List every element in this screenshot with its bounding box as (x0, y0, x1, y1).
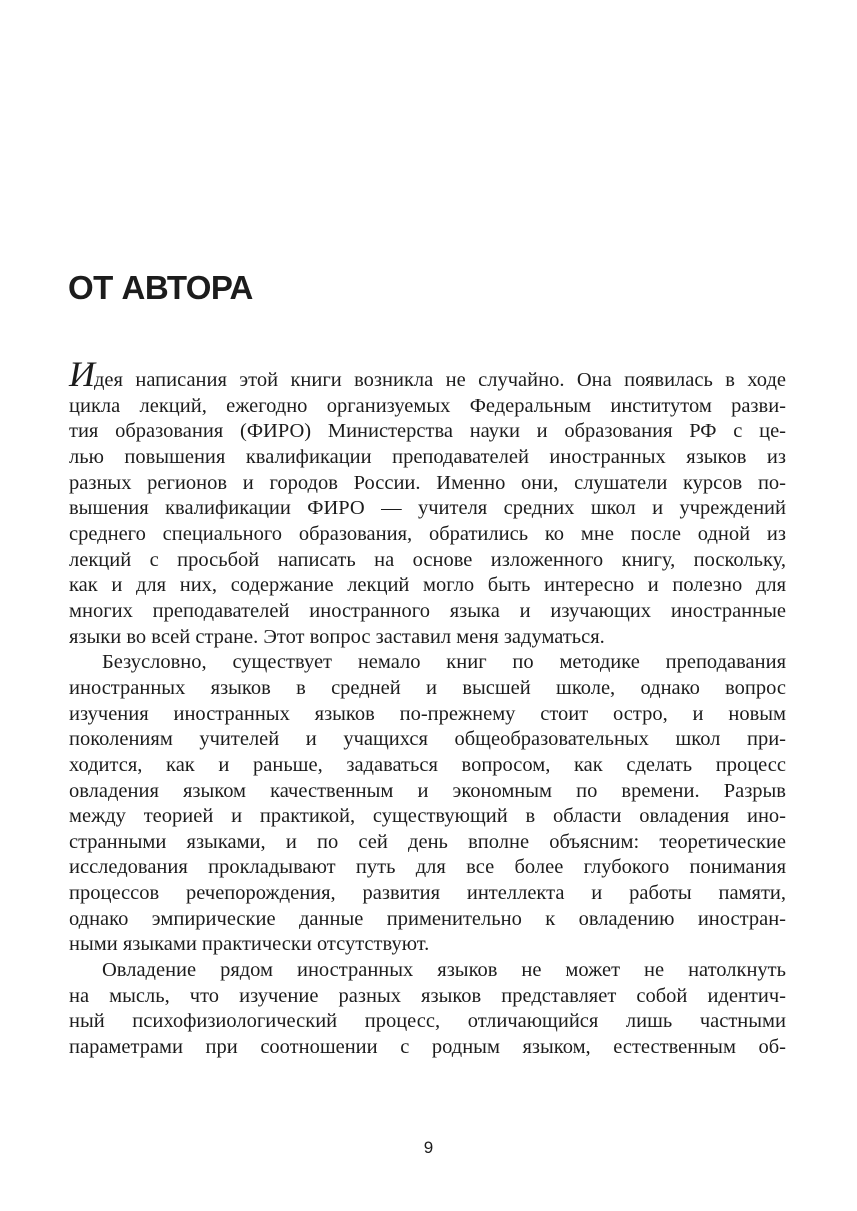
text-line (69, 354, 786, 394)
text-line: исследования прокладывают путь для все более глубокого понимания (69, 856, 786, 879)
body-text (69, 354, 786, 1061)
paragraph-3 (69, 958, 786, 1061)
text-line: среднего специального образования, обратились ко мне после одной из (69, 522, 786, 545)
page-number: 9 (423, 1138, 434, 1157)
text-line: лью повышения квалификации преподавателей иностранных языков из (69, 445, 786, 468)
text-line: цикла лекций, ежегодно организуемых Федеральным институтом разви- (69, 394, 786, 417)
text-line: процессов речепорождения, развития интеллекта и работы памяти, (69, 882, 786, 905)
text-line: вышения квалификации ФИРО — учителя средних школ и учреждений (69, 497, 786, 520)
text-line: иностранных языков в средней и высшей школе, однако вопрос (69, 676, 786, 699)
text-line: разных регионов и городов России. Именно они, слушатели курсов по- (69, 471, 786, 494)
paragraph-1 (69, 354, 786, 650)
drop-cap: И (69, 354, 94, 394)
text-line: изучения иностранных языков по-прежнему стоит остро, и новым (69, 702, 786, 725)
text-line: странными языками, и по сей день вполне объясним: теоретические (69, 830, 786, 853)
text-line: ходится, как и раньше, задаваться вопросом, как сделать процесс (69, 753, 786, 776)
text-line: языки во всей стране. Этот вопрос заставил меня задуматься. (69, 625, 605, 648)
text-line: тия образования (ФИРО) Министерства науки и образования РФ с це- (69, 420, 786, 443)
text-line: поколениям учителей и учащихся общеобразовательных школ при- (69, 728, 786, 751)
text-line: однако эмпирические данные применительно к овладению иностран- (69, 907, 786, 930)
text-line: ный психофизиологический процесс, отличающийся лишь частными (69, 1010, 786, 1033)
text-line: Овладение рядом иностранных языков не может не натолкнуть (102, 959, 786, 982)
text-line: Безусловно, существует немало книг по методике преподавания (102, 651, 786, 674)
text-line: параметрами при соотношении с родным языком, естественным об- (69, 1036, 786, 1059)
text-line: лекций с просьбой написать на основе изложенного книгу, поскольку, (69, 548, 786, 571)
text-line: между теорией и практикой, существующий в области овладения ино- (69, 805, 786, 828)
text-line: как и для них, содержание лекций могло быть интересно и полезно для (69, 574, 786, 597)
text-line: многих преподавателей иностранного языка и изучающих иностранные (69, 599, 786, 622)
text-line: на мысль, что изучение разных языков представляет собой идентич- (69, 984, 786, 1007)
text-line: овладения языком качественным и экономным по времени. Разрыв (69, 779, 786, 802)
paragraph-2 (69, 650, 786, 958)
text-line-content: дея написания этой книги возникла не случайно. Она появилась в ходе (94, 369, 786, 391)
text-line: ными языками практически отсутствуют. (69, 933, 430, 956)
chapter-heading: ОТ АВТОРА (68, 269, 253, 306)
